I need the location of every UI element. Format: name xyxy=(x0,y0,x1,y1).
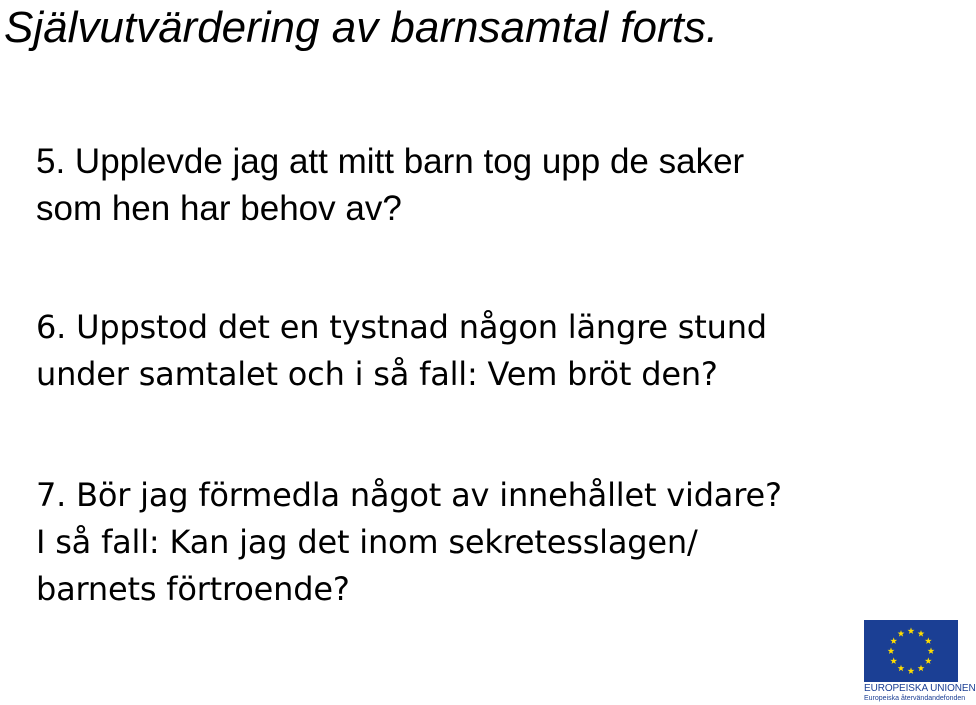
eu-fund-name: Europeiska återvändandefonden xyxy=(864,695,966,702)
eu-star-icon xyxy=(890,637,897,644)
question-6 xyxy=(36,304,767,398)
eu-star-icon xyxy=(898,665,905,672)
eu-star-icon xyxy=(888,647,895,654)
question-5-line-1: 5. Upplevde jag att mitt barn tog upp de saker xyxy=(36,142,745,181)
question-7-line-3: barnets förtroende? xyxy=(36,570,350,608)
eu-star-icon xyxy=(928,647,935,654)
question-5 xyxy=(36,138,744,232)
question-5-line-2: som hen har behov av? xyxy=(36,189,402,228)
eu-star-icon xyxy=(918,630,925,637)
question-6-line-1: 6. Uppstod det en tystnad någon längre stund xyxy=(36,308,767,346)
eu-union-name: EUROPEISKA UNIONEN xyxy=(864,683,976,694)
eu-star-icon xyxy=(925,657,932,664)
question-7-line-1: 7. Bör jag förmedla något av innehållet vidare? xyxy=(36,476,782,514)
eu-logo xyxy=(862,620,976,704)
question-6-line-2: under samtalet och i så fall: Vem bröt den? xyxy=(36,355,718,393)
eu-stars xyxy=(864,620,958,682)
eu-star-icon xyxy=(898,630,905,637)
eu-star-icon xyxy=(925,637,932,644)
question-7 xyxy=(36,472,782,613)
eu-star-icon xyxy=(918,665,925,672)
eu-flag-icon xyxy=(864,620,958,682)
eu-star-icon xyxy=(890,657,897,664)
eu-star-icon xyxy=(908,667,915,674)
slide-title: Självutvärdering av barnsamtal forts. xyxy=(4,3,719,52)
eu-star-icon xyxy=(908,627,915,634)
question-7-line-2: I så fall: Kan jag det inom sekretesslagen/ xyxy=(36,523,698,561)
